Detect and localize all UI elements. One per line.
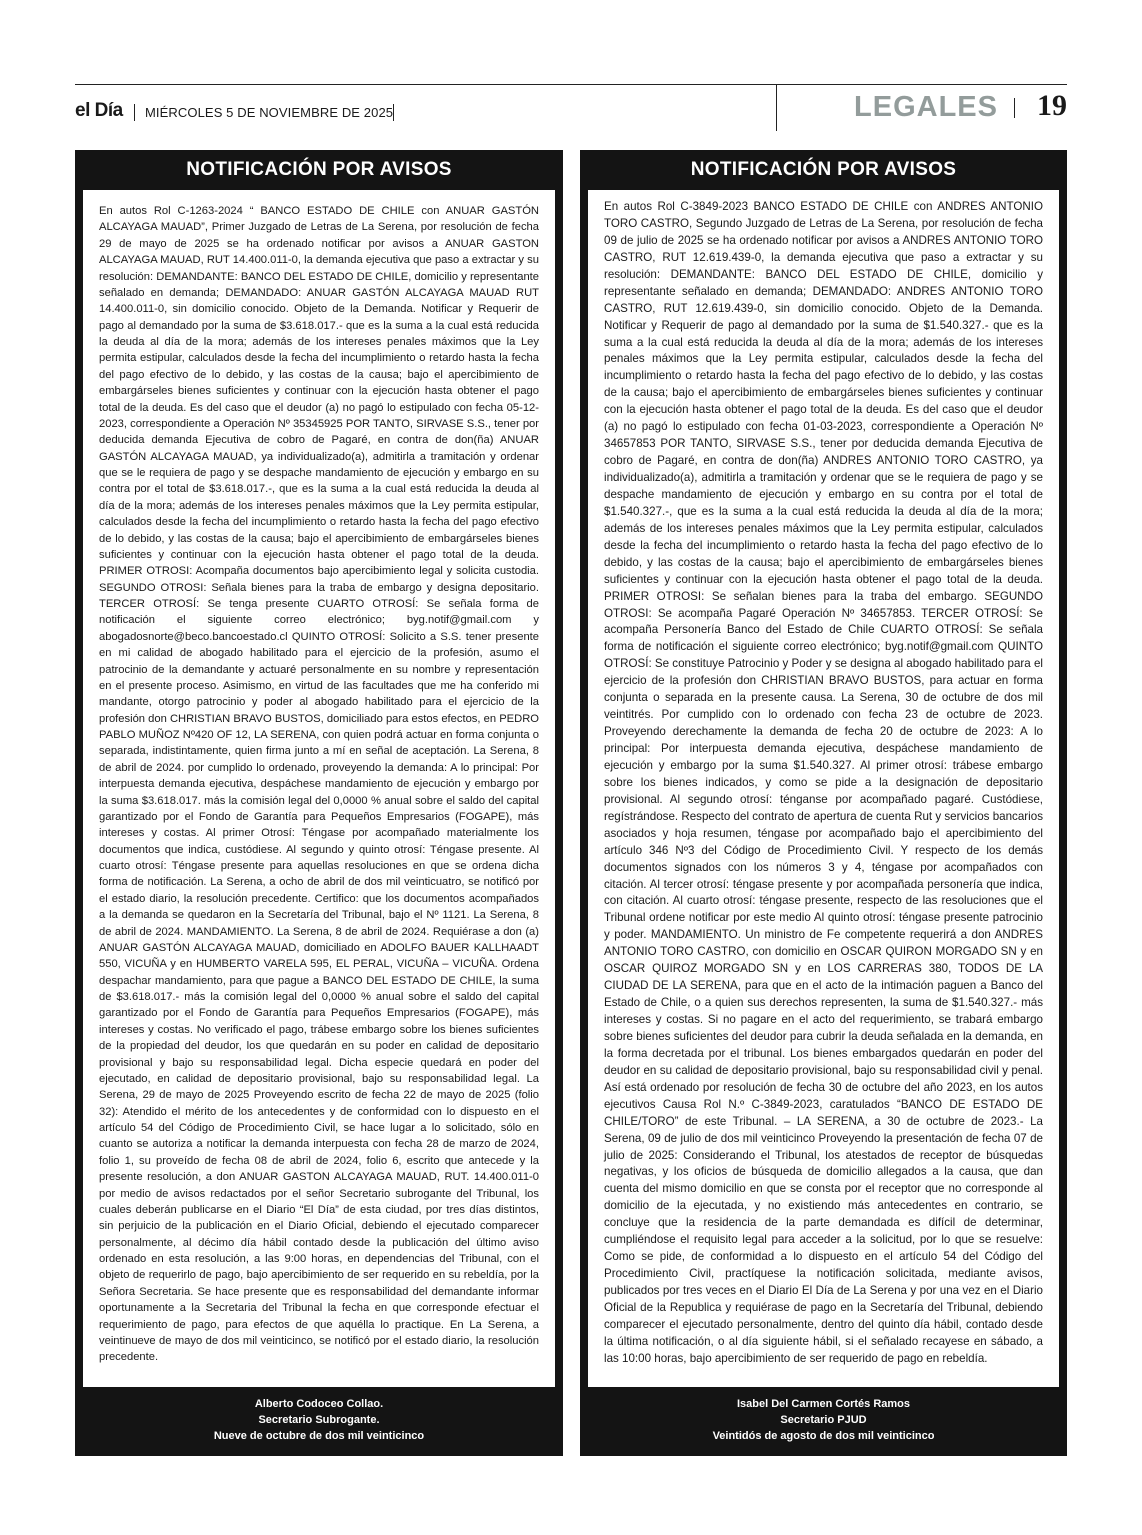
- signature-name: Alberto Codoceo Collao.: [254, 1398, 384, 1410]
- legal-notice-left: [75, 150, 563, 1456]
- newspaper-logo: el Día: [75, 100, 123, 121]
- notice-text: En autos Rol C-3849-2023 BANCO ESTADO DE CHILE con ANDRES ANTONIO TORO CASTRO, Segundo Juzgado de Letras de La Serena, por resolución de fecha 09 de julio de 2025 se ha ordenado notificar por avisos a ANDRES ANTONIO TORO CASTRO, RUT 12.619.439-0, la demanda ejecutiva que paso a extractar y su resolución: DEMANDANTE: BANCO DEL ESTADO DE CHILE, domicilio y representante señalado en demanda; DEMANDADO: ANDRES ANTONIO TORO CASTRO, RUT 12.619.439-0, sin domicilio conocido. Objeto de la Demanda. Notificar y Requerir de pago al demandado por la suma de $1.540.327.- que es la suma a la cual está reducida la deuda al día de la mora; además de los intereses penales máximos que la Ley permita estipular, calculados desde la fecha del incumplimiento o retardo hasta la fecha del pago efectivo de lo debido, y las costas de la causa; bajo el apercibimiento de embargárseles bienes suficientes y continuar con la ejecución hasta obtener el pago total de la deuda. Es del caso que el deudor (a) no pagó lo estipulado con fecha 01-03-2023, correspondiente a Operación Nº 34657853 POR TANTO, SIRVASE S.S., tener por deducida demanda Ejecutiva de cobro de Pagaré, en contra de don(ña) ANDRES ANTONIO TORO CASTRO, ya individualizado(a), admitirla a tramitación y ordenar que se le requiera de pago y se despache mandamiento de ejecución y embargo en su contra por el total de $1.540.327.-, que es la suma a la cual está reducida la deuda al día de la mora; además de los intereses penales máximos que la Ley permita estipular, calculados desde la fecha del incumplimiento o retardo hasta la fecha del pago efectivo de lo debido, y las costas de la causa; bajo el apercibimiento de embargárseles bienes suficientes y continuar con la ejecución hasta obtener el pago total de la deuda. PRIMER OTROSI: Se señalan bienes para la traba del embargo. SEGUNDO OTROSI: Se acompaña Pagaré Operación Nº 34657853. TERCER OTROSÍ: Se acompaña Personería Banco del Estado de Chile CUARTO OTROSÍ: Se señala forma de notificación el siguiente correo electrónico; byg.notif@gmail.com QUINTO OTROSÍ: Se constituye Patrocinio y Poder y se designa al abogado habilitado para el ejercicio de la profesión don CHRISTIAN BRAVO BUSTOS, para actuar en forma conjunta o separada en la presente causa. La Serena, 30 de octubre de dos mil veintitrés. Por cumplido con lo ordenado con fecha 23 de octubre de 2023. Proveyendo derechamente la demanda de fecha 20 de octubre de 2023: A lo principal: Por interpuesta demanda ejecutiva, despáchese mandamiento de ejecución y embargo por la suma $1.540.327. Al primer otrosí: trábese embargo sobre los bienes indicados, y como se pide a la designación de depositario provisional. Al segundo otrosí: ténganse por acompañado pagaré. Custódiese, regístrándose. Respecto del contrato de apertura de cuenta Rut y servicios bancarios asociados y hoja resumen, téngase por acompañado bajo el apercibimiento del artículo 346 Nº3 del Código de Procedimiento Civil. Y respecto de los demás documentos signados con los números 3 y 4, téngase por acompañados con citación. Al tercer otrosí: téngase presente y por acompañada personería que indica, con citación. Al cuarto otrosí: téngase presente, respecto de las resoluciones que el Tribunal ordene notificar por este medio Al quinto otrosí: téngase presente patrocinio y poder. MANDAMIENTO. Un ministro de Fe competente requerirá a don ANDRES ANTONIO TORO CASTRO, con domicilio en OSCAR QUIRON MORGADO SN y en OSCAR QUIROZ MORGADO SN y en LOS CARRERAS 380, TODOS DE LA CIUDAD DE LA SERENA, para que en el acto de la intimación paguen a Banco del Estado de Chile, o a quien sus derechos representen, la suma de $1.540.327.- más intereses y costas. Si no pagare en el acto del requerimiento, se trabará embargo sobre bienes suficientes del deudor para cubrir la deuda señalada en la demanda, en la forma decretada por el tribunal. Los bienes embargados quedarán en poder del deudor en su calidad de depositario provisional, bajo su responsabilidad civil y penal. Así está ordenado por resolución de fecha 30 de octubre del año 2023, en los autos ejecutivos Causa Rol N.º C-3849-2023, caratulados “BANCO DE ESTADO DE CHILE/TORO” de este Tribunal. – LA SERENA, a 30 de octubre de 2023.- La Serena, 09 de julio de dos mil veinticinco Proveyendo la presentación de fecha 07 de julio de 2025: Considerando el Tribunal, los atestados de receptor de búsquedas negativas, y los oficios de búsqueda de domicilio allegados a la causa, que dan cuenta del mismo domicilio en que se consta por el receptor que no corresponde al domicilio de la ejecutada, y no existiendo más antecedentes en contrario, se concluye que la residencia de la parte demandada es difícil de determinar, cumpliéndose el requisito legal para acceder a la solicitud, por lo que se resuelve: Como se pide, de conformidad a lo dispuesto en el artículo 54 del Código del Procedimiento Civil, practíquese la notificación solicitada, mediante avisos, publicados por tres veces en el Diario El Día de La Serena y por una vez en el Diario Oficial de la Republica y requiérase de pago en la Secretaría del Tribunal, debiendo comparecer el ejecutado personalmente, dentro del quinto día hábil, contado desde la última notificación, o al día siguiente hábil, si el señalado recayese en sábado, a las 10:00 horas, bajo apercibimiento de ser requerido de pago en rebeldía.: [604, 200, 1043, 1365]
- header-vertical-rule: [776, 85, 777, 131]
- notice-title: NOTIFICACIÓN POR AVISOS: [690, 159, 957, 180]
- header-divider: [393, 104, 394, 121]
- signature-name: Isabel Del Carmen Cortés Ramos: [736, 1398, 910, 1410]
- header-divider: [134, 104, 135, 121]
- notice-body: [588, 190, 1059, 1387]
- signature-date: Veintidós de agosto de dos mil veinticinco: [712, 1430, 935, 1442]
- notice-title: NOTIFICACIÓN POR AVISOS: [186, 159, 452, 180]
- notice-body: [83, 190, 555, 1387]
- notice-signature: [75, 1396, 563, 1444]
- page-header: [75, 84, 1067, 131]
- notice-signature: [580, 1396, 1067, 1444]
- notice-text: En autos Rol C-1263-2024 “ BANCO ESTADO DE CHILE con ANUAR GASTÓN ALCAYAGA MAUAD”, Primer Juzgado de Letras de La Serena, por resolución de fecha 29 de mayo de 2025 se ha ordenado notificar por avisos a ANUAR GASTON ALCAYAGA MAUAD, RUT 14.400.011-0, la demanda ejecutiva que paso a extractar y su resolución: DEMANDANTE: BANCO DEL ESTADO DE CHILE, domicilio y representante señalado en demanda; DEMANDADO: ANUAR GASTÓN ALCAYAGA MAUAD RUT 14.400.011-0, sin domicilio conocido. Objeto de la Demanda. Notificar y Requerir de pago al demandado por la suma de $3.618.017.- que es la suma a la cual está reducida la deuda al día de la mora; además de los intereses penales máximos que la Ley permita estipular, calculados desde la fecha del incumplimiento o retardo hasta la fecha del pago efectivo de lo debido, y las costas de la causa; bajo el apercibimiento de embargárseles bienes suficientes y continuar con la ejecución hasta obtener el pago total de la deuda. Es del caso que el deudor (a) no pagó lo estipulado con fecha 05-12-2023, correspondiente a Operación Nº 35345925 POR TANTO, SIRVASE S.S., tener por deducida demanda Ejecutiva de cobro de Pagaré, en contra de don(ña) ANUAR GASTÓN ALCAYAGA MAUAD, ya individualizado(a), admitirla a tramitación y ordenar que se le requiera de pago y se despache mandamiento de ejecución y embargo en su contra por el total de $3.618.017.-, que es la suma a la cual está reducida la deuda al día de la mora; además de los intereses penales máximos que la Ley permita estipular, calculados desde la fecha del incumplimiento o retardo hasta la fecha del pago efectivo de lo debido, y las costas de la causa; bajo el apercibimiento de embargárseles bienes suficientes y continuar con la ejecución hasta obtener el pago total de la deuda. PRIMER OTROSI: Acompaña documentos bajo apercibimiento legal y solicita custodia. SEGUNDO OTROSI: Señala bienes para la traba de embargo y designa depositario. TERCER OTROSÍ: Se tenga presente CUARTO OTROSÍ: Se señala forma de notificación el siguiente correo electrónico; byg.notif@gmail.com y abogadosnorte@beco.bancoestado.cl QUINTO OTROSÍ: Solicito a S.S. tener presente en mi calidad de abogado habilitado para el ejercicio de la profesión, asumo el patrocinio de la demandante y actuaré personalmente en su nombre y representación en el presente proceso. Asimismo, en virtud de las facultades que me ha conferido mi mandante, otorgo patrocinio y poder al abogado habilitado para el ejercicio de la profesión don CHRISTIAN BRAVO BUSTOS, domiciliado para estos efectos, en PEDRO PABLO MUÑOZ Nº420 OF 12, LA SERENA, con quien podrá actuar en forma conjunta o separada, indistintamente, quien firma junto a mí en señal de aceptación. La Serena, 8 de abril de 2024. por cumplido lo ordenado, proveyendo la demanda: A lo principal: Por interpuesta demanda ejecutiva, despáchese mandamiento de ejecución y embargo por la suma $3.618.017. más la comisión legal del 0,0000 % anual sobre el saldo del capital garantizado por el Fondo de Garantía para Pequeños Empresarios (FOGAPE), más intereses y costas. Al primer Otrosí: Téngase por acompañado materialmente los documentos que indica, custódiese. Al segundo y quinto otrosí: Téngase presente. Al cuarto otrosí: Téngase presente para aquellas resoluciones en que se ordena dicha forma de notificación. La Serena, a ocho de abril de dos mil veinticuatro, se notificó por el estado diario, la resolución precedente. Certifico: que los documentos acompañados a la demanda se quedaron en la Secretaría del Tribunal, bajo el Nº 1121. La Serena, 8 de abril de 2024. MANDAMIENTO. La Serena, 8 de abril de 2024. Requiérase a don (a) ANUAR GASTÓN ALCAYAGA MAUAD, domiciliado en ADOLFO BAUER KALLHAADT 550, VICUÑA y en HUMBERTO VARELA 595, EL PERAL, VICUÑA – VICUÑA. Ordena despachar mandamiento, para que pague a BANCO DEL ESTADO DE CHILE, la suma de $3.618.017.- más la comisión legal del 0,0000 % anual sobre el saldo del capital garantizado por el Fondo de Garantía para Pequeños Empresarios (FOGAPE), más intereses y costas. No verificado el pago, trábese embargo sobre los bienes suficientes de la propiedad del deudor, los que quedarán en su poder en calidad de depositario provisional y bajo su responsabilidad legal. Dicha especie quedará en poder del ejecutado, en calidad de depositario provisional, bajo su responsabilidad legal. La Serena, 29 de mayo de 2025 Proveyendo escrito de fecha 22 de mayo de 2025 (folio 32): Atendido el mérito de los antecedentes y de conformidad con lo dispuesto en el artículo 54 del Código de Procedimiento Civil, se hace lugar a lo solicitado, sólo en cuanto se autoriza a notificar la demanda interpuesta con fecha 28 de marzo de 2024, folio 1, su proveído de fecha 08 de abril de 2024, folio 6, escrito que antecede y la presente resolución, a don ANUAR GASTON ALCAYAGA MAUAD, RUT. 14.400.011-0 por medio de avisos redactados por el señor Secretario subrogante del Tribunal, los cuales deberán publicarse en el Diario “El Día” de esta ciudad, por tres días distintos, sin perjuicio de la publicación en el Diario Oficial, debiendo el ejecutado comparecer personalmente, al décimo día hábil contado desde la publicación del último aviso ordenado en esta resolución, a las 9:00 horas, en dependencias del Tribunal, con el objeto de requerirlo de pago, bajo apercibimiento de ser requerido en su rebeldía, por la Señora Secretaria. Se hace presente que es responsabilidad del demandante informar oportunamente a la Secretaria del Tribunal la fecha en que corresponde efectuar el requerimiento de pago, para efectos de que aquélla lo practique. En La Serena, a veintinueve de mayo de dos mil veinticinco, se notificó por el estado diario, la resolución precedente.: [99, 205, 539, 1364]
- signature-role: Secretario Subrogante.: [258, 1414, 380, 1426]
- section-title: LEGALES: [854, 91, 998, 123]
- legal-notice-right: [580, 150, 1067, 1456]
- header-divider: [1014, 98, 1015, 118]
- page-number: 19: [1037, 89, 1067, 122]
- signature-role: Secretario PJUD: [780, 1414, 867, 1426]
- publication-date: MIÉRCOLES 5 DE NOVIEMBRE DE 2025: [145, 105, 394, 120]
- signature-date: Nueve de octubre de dos mil veinticinco: [213, 1430, 425, 1442]
